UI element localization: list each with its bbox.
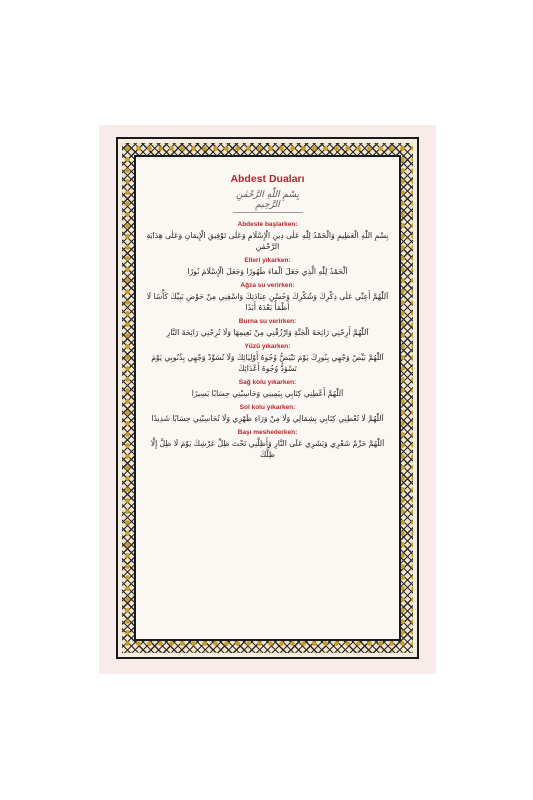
section-burna-su-verirken (142, 318, 393, 338)
section-heading: Yüzü yıkarken: (244, 343, 291, 350)
section-basi-meshederken (142, 429, 393, 460)
section-heading: Burna su verirken: (238, 318, 297, 325)
section-heading: Başı meshederken: (237, 429, 298, 436)
section-heading: Ağza su verirken: (240, 282, 295, 289)
text-panel (134, 155, 401, 641)
section-heading: Sol kolu yıkarken: (239, 404, 296, 411)
section-yuzu-yikarken (142, 343, 393, 374)
prayer-card (99, 125, 436, 674)
prayer-text: اَللّٰهُمَّ بَيِّضْ وَجْهِي بِنُورِكَ يَوْمَ تَبْيَضُّ وُجُوهُ أَوْلِيَائِكَ وَلَا تُسَوِّدْ وَجْهِي بِذُنُوبِي يَوْمَ تَسْوَدُّ وُجُوهُ أَعْدَائِكَ (151, 353, 384, 373)
prayer-text: اَللّٰهُمَّ أَعِنِّي عَلٰى ذِكْرِكَ وَشُكْرِكَ وَحُسْنِ عِبَادَتِكَ وَاسْقِنِي مِنْ حَوْضِ نَبِيِّكَ كَأْسًا لَا أَظْمَأُ بَعْدَهُ أَبَدًا (146, 292, 389, 312)
section-sag-kolu-yikarken (142, 379, 393, 399)
basmala-calligraphy: بِسْمِ اللّٰهِ الرَّحْمٰنِ الرَّحِيمِ (233, 190, 303, 213)
section-sol-kolu-yikarken (142, 404, 393, 424)
prayer-text: اَللّٰهُمَّ أَرِحْنِي رَائِحَةَ الْجَنَّةِ وَارْزُقْنِي مِنْ نَعِيمِهَا وَلَا تُرِحْنِي رَائِحَةَ النَّارِ (166, 328, 369, 337)
page-title: Abdest Duaları (230, 173, 305, 185)
ornamental-frame (116, 137, 419, 659)
panel-content (142, 167, 393, 460)
prayer-text: اَلْحَمْدُ لِلّٰهِ الَّذِي جَعَلَ الْمَاءَ طَهُورًا وَجَعَلَ الْإِسْلَامَ نُورًا (187, 267, 348, 276)
section-heading: Elleri yıkarken: (244, 257, 291, 264)
prayer-text: اَللّٰهُمَّ لَا تُعْطِنِي كِتَابِي بِشِمَالِي وَلَا مِنْ وَرَاءِ ظَهْرِي وَلَا تُحَاسِبْنِي حِسَابًا شَدِيدًا (151, 414, 384, 423)
prayer-text: اَللّٰهُمَّ حَرِّمْ شَعْرِي وَبَشَرِي عَلَى النَّارِ وَأَظِلَّنِي تَحْتَ ظِلِّ عَرْشِكَ يَوْمَ لَا ظِلَّ إِلَّا ظِلُّكَ (150, 439, 385, 459)
prayer-text: بِسْمِ اللّٰهِ الْعَظِيمِ وَالْحَمْدُ لِلّٰهِ عَلٰى دِينِ الْإِسْلَامِ وَعَلٰى تَوْفِيقِ الْإِيمَانِ وَعَلٰى هِدَايَةِ الرَّحْمٰنِ (146, 231, 389, 251)
section-heading: Abdeste başlarken: (237, 221, 298, 228)
section-elleri-yikarken (142, 257, 393, 277)
section-heading: Sağ kolu yıkarken: (238, 379, 297, 386)
section-abdeste-baslarken (142, 221, 393, 252)
section-agza-su-verirken (142, 282, 393, 313)
prayer-text: اَللّٰهُمَّ أَعْطِنِي كِتَابِي بِيَمِينِي وَحَاسِبْنِي حِسَابًا يَسِيرًا (191, 389, 344, 398)
